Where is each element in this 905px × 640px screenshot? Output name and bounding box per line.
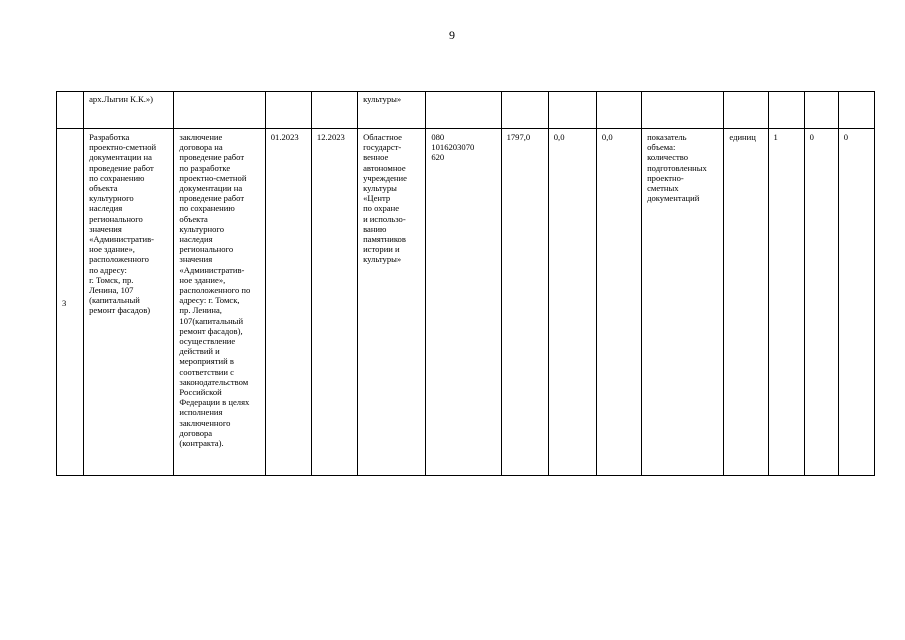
cell-value-1 (768, 92, 804, 129)
cell-value-1: 1 (768, 129, 804, 476)
cell-value-2: 0 (804, 129, 838, 476)
cell-indicator: показатель объема: количество подготовленных проектно- сметных документаций (642, 129, 724, 476)
page-number: 9 (449, 28, 455, 42)
cell-description (174, 92, 265, 129)
cell-end-date: 12.2023 (311, 129, 357, 476)
cell-executor: Областное государст- венное автономное учреждение культуры «Центр по охране и использо- ванию памятников истории и культуры» (358, 129, 426, 476)
cell-executor: культуры» (358, 92, 426, 129)
cell-unit: единиц (724, 129, 768, 476)
cell-budget-code (426, 92, 501, 129)
table-row (57, 129, 875, 476)
cell-number: 3 (57, 129, 84, 476)
cell-amount-3 (596, 92, 641, 129)
cell-unit (724, 92, 768, 129)
cell-number (57, 92, 84, 129)
cell-amount-2: 0,0 (548, 129, 596, 476)
cell-start-date (265, 92, 311, 129)
cell-value-2 (804, 92, 838, 129)
program-table (56, 91, 875, 476)
cell-start-date: 01.2023 (265, 129, 311, 476)
cell-amount-2 (548, 92, 596, 129)
table-row (57, 92, 875, 129)
cell-amount-1: 1797,0 (501, 129, 548, 476)
cell-description: заключение договора на проведение работ по разработке проектно-сметной документации на проведение работ по сохранению объекта культурного наследия регионального значения «Административ- ное здание», расположенного по адресу: г. Томск, пр. Ленина, 107(капитальный ремонт фасадов), осуществление действий и мероприятий в соответствии с законодательством Российской Федерации в целях исполнения заключенного договора (контракта). (174, 129, 265, 476)
cell-budget-code: 080 1016203070 620 (426, 129, 501, 476)
cell-amount-1 (501, 92, 548, 129)
cell-value-3: 0 (838, 129, 874, 476)
cell-value-3 (838, 92, 874, 129)
cell-end-date (311, 92, 357, 129)
cell-amount-3: 0,0 (596, 129, 641, 476)
cell-event-name: Разработка проектно-сметной документации на проведение работ по сохранению объекта культурного наследия регионального значения «Административ- ное здание», расположенного по адресу: г. Томск, пр. Ленина, 107 (капитальный ремонт фасадов) (84, 129, 174, 476)
cell-event-name: арх.Лыгин К.К.») (84, 92, 174, 129)
cell-indicator (642, 92, 724, 129)
